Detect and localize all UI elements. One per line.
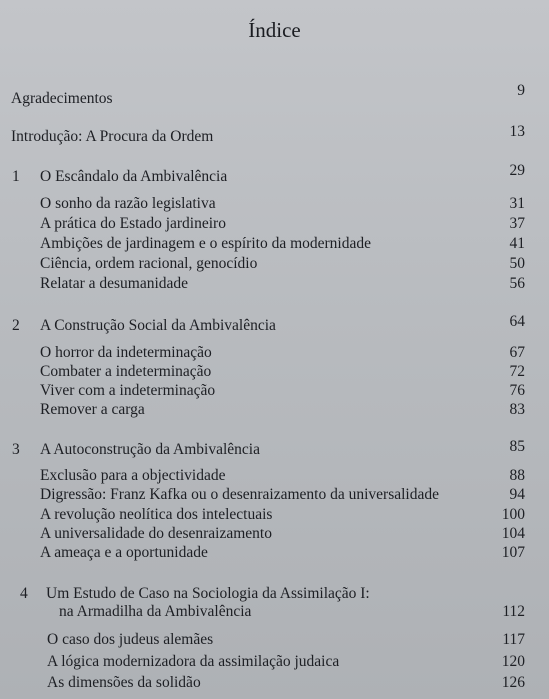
section-label: A universalidade do desenraizamento <box>40 525 272 542</box>
toc-section <box>0 400 549 420</box>
section-label: Ciência, ordem racional, genocídio <box>40 255 258 272</box>
toc-entry-introduction <box>0 123 549 147</box>
section-page: 56 <box>509 275 525 292</box>
chapter-title: A Construção Social da Ambivalência <box>40 317 276 334</box>
chapter-title: O Escândalo da Ambivalência <box>40 168 228 185</box>
toc-section <box>0 466 549 486</box>
toc-entry-label: Agradecimentos <box>11 90 113 107</box>
toc-entry-acknowledgements <box>0 82 549 109</box>
section-label: A revolução neolítica dos intelectuais <box>40 506 273 523</box>
toc-entry-page: 13 <box>509 123 525 140</box>
toc-chapter-1 <box>0 162 549 187</box>
toc-section <box>0 505 549 525</box>
section-label: Viver com a indeterminação <box>40 382 216 399</box>
toc-section <box>0 485 549 505</box>
chapter-page: 112 <box>502 603 525 620</box>
toc-chapter-4 <box>0 584 549 624</box>
section-page: 117 <box>502 631 525 648</box>
section-label: Remover a carga <box>40 401 145 418</box>
toc-chapter-3 <box>0 440 549 460</box>
chapter-title: A Autoconstrução da Ambivalência <box>40 441 260 458</box>
section-label: A lógica modernizadora da assimilação judaica <box>47 653 340 670</box>
section-label: Ambições de jardinagem e o espírito da modernidade <box>40 235 371 252</box>
toc-entry-label: Introdução: A Procura da Ordem <box>11 128 214 145</box>
toc-section <box>0 630 549 650</box>
section-page: 50 <box>509 255 525 272</box>
section-page: 76 <box>509 382 525 399</box>
section-page: 104 <box>501 525 525 542</box>
section-label: Relatar a desumanidade <box>40 275 189 292</box>
section-label: Exclusão para a objectividade <box>40 467 226 484</box>
section-page: 126 <box>501 674 525 691</box>
section-page: 37 <box>509 215 525 232</box>
chapter-title: Um Estudo de Caso na Sociologia da Assimilação I: <box>46 585 370 602</box>
toc-section <box>0 194 549 214</box>
toc-section <box>0 274 549 294</box>
toc-section <box>0 214 549 234</box>
chapter-page: 64 <box>509 313 525 330</box>
section-label: O sonho da razão legislativa <box>40 195 216 212</box>
section-page: 67 <box>509 344 525 361</box>
toc-chapter-2 <box>0 313 549 336</box>
chapter-number: 1 <box>12 168 20 185</box>
section-label: A ameaça e a oportunidade <box>40 544 208 561</box>
toc-section <box>0 652 549 672</box>
section-label: Digressão: Franz Kafka ou o desenraizamento da universalidade <box>40 486 439 503</box>
toc-section <box>0 362 549 382</box>
section-page: 94 <box>509 486 525 503</box>
section-label: Combater a indeterminação <box>40 363 212 380</box>
chapter-number: 3 <box>12 441 20 458</box>
toc-section <box>0 524 549 544</box>
section-page: 31 <box>509 195 525 212</box>
toc-section <box>0 543 549 563</box>
section-page: 120 <box>501 653 525 670</box>
section-page: 72 <box>509 363 525 380</box>
toc-section <box>0 381 549 401</box>
toc-section <box>0 234 549 254</box>
section-page: 88 <box>509 467 525 484</box>
chapter-page: 29 <box>509 162 525 179</box>
toc-entry-page: 9 <box>517 82 525 99</box>
chapter-number: 2 <box>12 317 20 334</box>
chapter-number: 4 <box>20 585 28 602</box>
toc-section <box>0 343 549 363</box>
page-title: Índice <box>248 18 301 42</box>
section-label: O horror da indeterminação <box>40 344 212 361</box>
section-page: 100 <box>501 506 525 523</box>
section-label: As dimensões da solidão <box>47 674 201 691</box>
chapter-page: 85 <box>509 438 525 455</box>
toc-section <box>0 254 549 274</box>
chapter-title-line2: na Armadilha da Ambivalência <box>59 603 252 620</box>
section-page: 107 <box>501 544 525 561</box>
toc-section <box>0 673 549 693</box>
section-page: 41 <box>509 235 525 252</box>
section-label: O caso dos judeus alemães <box>47 631 214 648</box>
section-label: A prática do Estado jardineiro <box>40 215 226 232</box>
section-page: 83 <box>509 401 525 418</box>
